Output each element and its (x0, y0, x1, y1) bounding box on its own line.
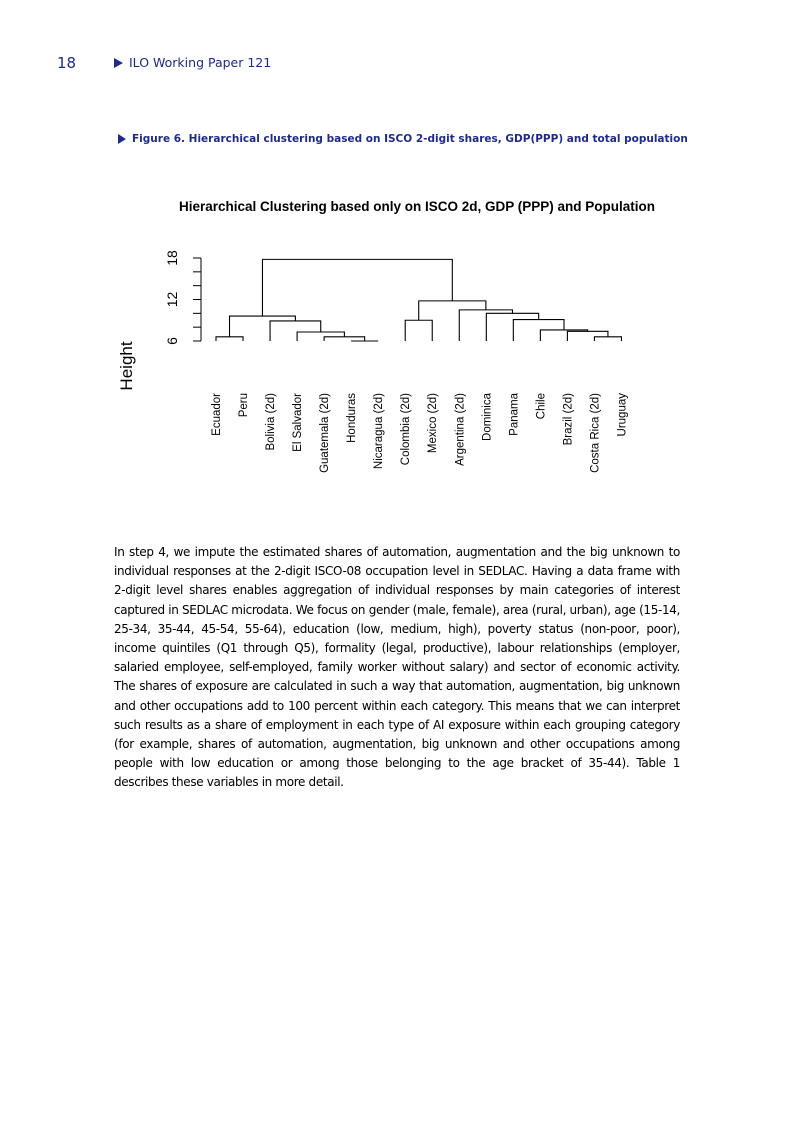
header-title: ILO Working Paper 121 (129, 55, 272, 70)
leaf-label: Peru (238, 393, 251, 418)
merge-link (567, 331, 608, 341)
leaf-label: Guatemala (2d) (319, 393, 332, 473)
y-axis (164, 250, 201, 345)
leaf-label: Brazil (2d) (562, 393, 575, 446)
y-axis-label: Height (117, 341, 136, 391)
leaf-label: Uruguay (616, 393, 629, 437)
leaf-label: Mexico (2d) (427, 393, 440, 454)
page-number: 18 (57, 54, 77, 72)
y-tick-label: 6 (164, 337, 180, 345)
chart-title: Hierarchical Clustering based only on ISCO 2d, GDP (PPP) and Population (178, 199, 656, 214)
leaf-label: Colombia (2d) (400, 393, 413, 466)
leaf-labels (211, 392, 628, 473)
leaf-label: El Salvador (292, 393, 305, 452)
y-tick-label: 18 (164, 250, 180, 266)
merge-link (324, 337, 365, 341)
leaf-label: Panama (508, 393, 521, 436)
y-tick-label: 12 (164, 291, 180, 308)
merge-link (230, 316, 296, 337)
leaf-label: Bolivia (2d) (265, 393, 278, 451)
merge-link (486, 313, 538, 341)
leaf-label: Ecuador (211, 393, 223, 436)
leaf-label: Costa Rica (2d) (589, 393, 602, 473)
leaf-label: Dominica (481, 393, 494, 441)
leaf-label: Argentina (2d) (454, 393, 467, 466)
dendrogram-chart (0, 0, 793, 520)
figure-caption-text: Figure 6. Hierarchical clustering based on ISCO 2-digit shares, GDP(PPP) and total population (132, 133, 688, 145)
merge-link (262, 259, 452, 316)
merge-link (270, 321, 321, 341)
merge-link (419, 301, 486, 320)
merge-link (405, 320, 432, 341)
leaf-label: Chile (535, 393, 548, 420)
merge-link (594, 337, 621, 341)
body-paragraph: In step 4, we impute the estimated shares of automation, augmentation and the big unknown to individual responses at the 2-digit ISCO-08 occupation level in SEDLAC. Having a data frame with 2-digit level shares enables aggregation of individual responses by main categories of interest captured in SEDLAC microdata. We focus on gender (male, female), area (rural, urban), age (15-14, 25-34, 35-44, 45-54, 55-64), education (low, medium, high), poverty status (non-poor, poor), income quintiles (Q1 through Q5), formality (legal, productive), labour relationships (employer, salaried employee, self-employed, family worker without salary) and sector of economic activity. The shares of exposure are calculated in such a way that automation, augmentation, big unknown and other occupations add to 100 percent within each category. This means that we can interpret such results as a share of employment in each type of AI exposure within each grouping category (for example, shares of automation, augmentation, big unknown and other occupations among people with low education or among those belonging to the age bracket of 35-44). Table 1 describes these variables in more detail. (114, 545, 680, 790)
leaf-label: Honduras (346, 393, 359, 443)
leaf-label: Nicaragua (2d) (373, 393, 386, 470)
merge-link (216, 337, 243, 341)
dendrogram-links (216, 259, 621, 341)
